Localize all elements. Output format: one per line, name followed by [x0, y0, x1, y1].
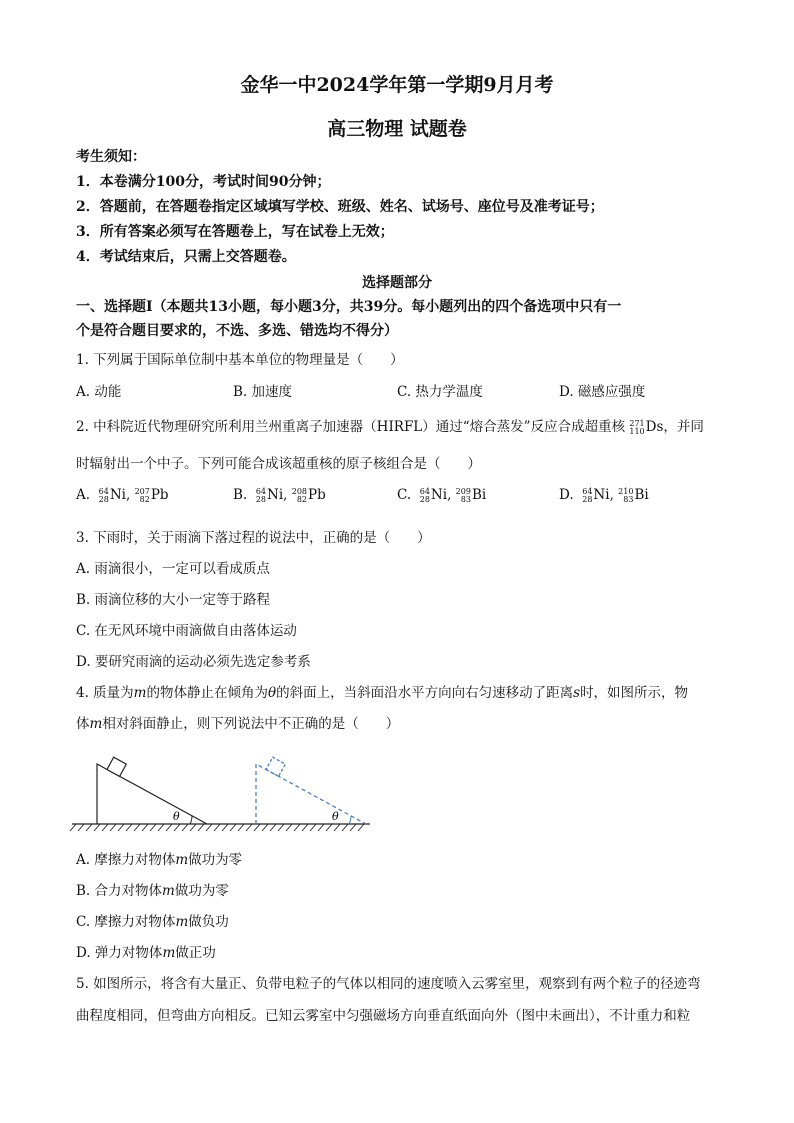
question-1-option-a: A. 动能: [76, 384, 122, 400]
question-4-option-d: D. 弹力对物体m做正功: [76, 945, 216, 961]
question-3-option-b: B. 雨滴位移的大小一定等于路程: [76, 592, 271, 608]
theta-label-solid: θ: [173, 810, 180, 823]
question-4-line2: 体m相对斜面静止，则下列说法中不正确的是（ ）: [76, 716, 400, 732]
question-2-option-a: A. 64 28 Ni, 207 82 Pb: [76, 486, 169, 504]
question-3-option-c: C. 在无风环境中雨滴做自由落体运动: [76, 623, 297, 639]
exam-title: 金华一中2024学年第一学期9月月考: [240, 74, 554, 96]
nucleus-ds-symbol: Ds: [645, 419, 664, 435]
theta-arc-solid: [190, 816, 192, 824]
question-3-option-a: A. 雨滴很小，一定可以看成质点: [76, 561, 270, 577]
ground-hatching: [70, 824, 364, 831]
question-2-line2: 时辐射出一个中子。下列可能合成该超重核的原子核组合是（ ）: [76, 456, 481, 472]
notice-item: 3．所有答案必须写在答题卷上，写在试卷上无效；: [76, 224, 394, 240]
question-5-line2: 曲程度相同，但弯曲方向相反。已知云雾室中匀强磁场方向垂直纸面向外（图中未画出），不计重力和粒: [76, 1008, 691, 1024]
theta-arc-dashed: [349, 816, 351, 824]
question-3-option-d: D. 要研究雨滴的运动必须先选定参考系: [76, 654, 311, 670]
notice-item: 4．考试结束后，只需上交答题卷。: [76, 249, 296, 265]
nucleus-ds: 271 110: [629, 418, 645, 436]
incline-figure: [66, 740, 376, 835]
notice-item: 1．本卷满分100分，考试时间90分钟；: [76, 174, 331, 190]
question-5-line1: 5. 如图所示，将含有大量正、负带电粒子的气体以相同的速度喷入云雾室里，观察到有两个粒子的径迹弯: [76, 976, 701, 992]
question-1-option-d: D. 磁感应强度: [559, 384, 646, 400]
question-4-line1: 4. 质量为m的物体静止在倾角为θ的斜面上，当斜面沿水平方向向右匀速移动了距离s时，如图所示，物: [76, 685, 689, 701]
question-4-option-c: C. 摩擦力对物体m做负功: [76, 914, 229, 930]
question-2-option-b: B. 64 28 Ni, 208 82 Pb: [233, 486, 326, 504]
block-dashed: [266, 757, 285, 776]
notice-item: 2．答题前，在答题卷指定区域填写学校、班级、姓名、试场号、座位号及准考证号；: [76, 199, 604, 215]
block-solid: [107, 757, 126, 776]
question-1-stem: 1. 下列属于国际单位制中基本单位的物理量是（ ）: [76, 352, 404, 368]
question-2-option-c: C. 64 28 Ni, 209 83 Bi: [397, 486, 487, 504]
question-2-option-d: D. 64 28 Ni, 210 83 Bi: [559, 486, 649, 504]
question-3-stem: 3. 下雨时，关于雨滴下落过程的说法中，正确的是（ ）: [76, 530, 431, 546]
section-intro-line1: 一、选择题Ⅰ（本题共13小题，每小题3分，共39分。每小题列出的四个备选项中只有一: [76, 299, 622, 315]
question-1-option-b: B. 加速度: [233, 384, 293, 400]
section-intro-line2: 个是符合题目要求的，不选、多选、错选均不得分）: [76, 323, 398, 339]
question-1-option-c: C. 热力学温度: [397, 384, 483, 400]
exam-subtitle: 高三物理 试题卷: [327, 118, 467, 140]
question-4-option-b: B. 合力对物体m做功为零: [76, 883, 229, 899]
section-title: 选择题部分: [362, 275, 432, 291]
question-2-stem-b: ，并同: [663, 419, 704, 435]
question-2-stem-a: 2. 中科院近代物理研究所利用兰州重离子加速器（HIRFL）通过“熔合蒸发”反应合成超重核: [76, 419, 626, 435]
question-4-option-a: A. 摩擦力对物体m做功为零: [76, 852, 243, 868]
notice-heading: 考生须知：: [76, 149, 146, 165]
question-2-line1: [76, 415, 704, 436]
theta-label-dashed: θ: [332, 810, 339, 823]
